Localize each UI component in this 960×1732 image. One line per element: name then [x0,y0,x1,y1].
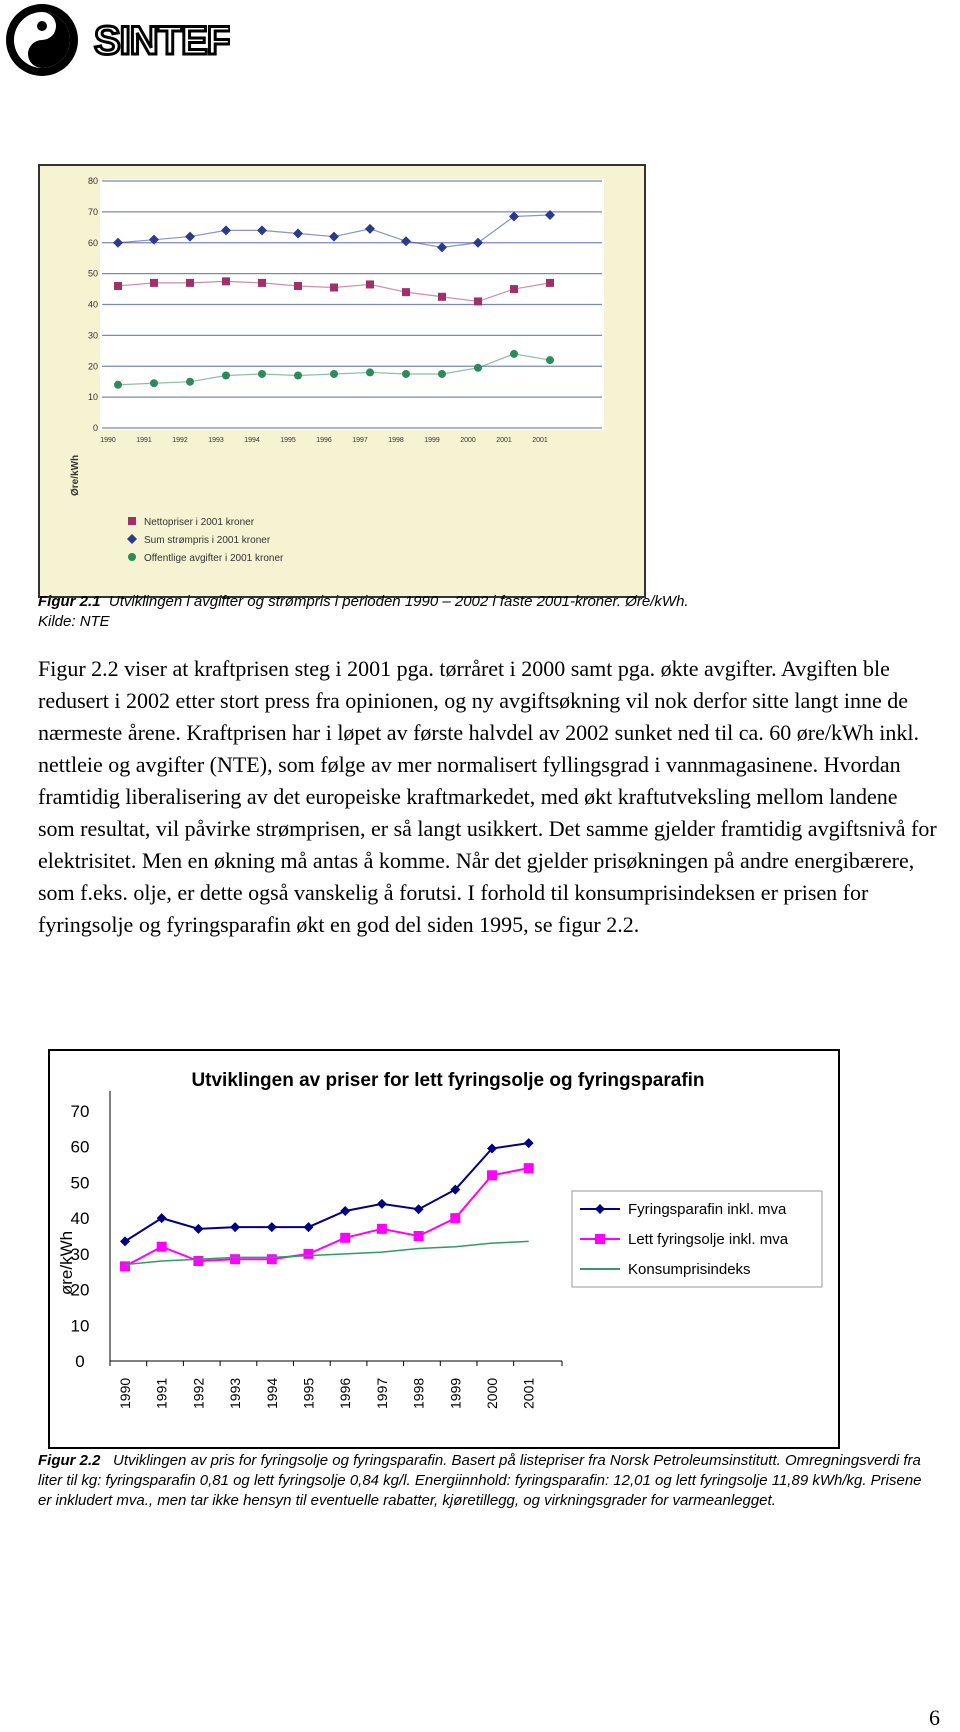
figure-1 [38,164,646,598]
data-point [474,297,482,305]
data-point [402,370,410,378]
x-tick-label: 1996 [316,437,332,444]
caption-1-label: Figur 2.1 [38,593,101,610]
data-point [510,285,518,293]
x-tick-label: 1999 [447,1377,464,1409]
legend-marker [595,1234,605,1244]
data-point [524,1163,534,1173]
data-point [120,1261,130,1271]
x-tick-label: 1994 [263,1377,280,1409]
y-tick-label: 50 [87,268,98,279]
x-tick-label: 1997 [373,1377,390,1409]
x-tick-label: 1995 [280,437,296,444]
data-point [258,279,266,287]
x-tick-label: 1996 [337,1377,354,1409]
x-tick-label: 2000 [460,437,476,444]
data-point [474,364,482,372]
data-point [150,379,158,387]
data-point [193,1256,203,1266]
y-axis-label: Øre/kWh [70,454,81,496]
figure-1-chart [40,166,644,596]
caption-1-text: Utviklingen i avgifter og strømpris i perioden 1990 – 2002 i faste 2001-kroner. Øre/kWh. [108,593,689,610]
data-point [150,279,158,287]
legend-label: Nettopriser i 2001 kroner [144,517,255,528]
data-point [330,370,338,378]
data-point [222,277,230,285]
y-axis-label: øre/kWh [57,1230,76,1296]
y-tick-label: 30 [70,1244,90,1264]
data-point [114,381,122,389]
figure-2-caption [38,1451,938,1511]
y-tick-label: 0 [75,1352,85,1371]
x-tick-label: 1991 [136,437,152,444]
data-point [546,279,554,287]
legend-label: Sum strømpris i 2001 kroner [144,535,271,546]
data-point [340,1206,350,1216]
y-tick-label: 70 [87,206,98,217]
data-point [222,372,230,380]
data-point [258,370,266,378]
legend-label: Fyringsparafin inkl. mva [628,1201,787,1218]
sintef-logo [0,0,230,82]
y-tick-label: 80 [87,176,98,186]
legend-marker [128,553,136,561]
data-point [294,372,302,380]
x-tick-label: 1993 [227,1377,244,1409]
data-point [487,1170,497,1180]
y-tick-label: 40 [87,299,98,310]
data-point [340,1233,350,1243]
data-point [510,350,518,358]
x-tick-label: 1995 [300,1377,317,1409]
data-point [186,279,194,287]
data-point [157,1213,167,1223]
data-point [157,1242,167,1252]
x-tick-label: 1999 [424,437,440,444]
x-tick-label: 1994 [244,437,260,444]
caption-2-text: Utviklingen av pris for fyringsolje og fyringsparafin. Basert på listepriser fra Norsk Petroleumsinstitutt. Omregningsverdi fra liter til kg: fyringsparafin 0,81 og lett fyringsolje 0,84 kg/l. Energiinnhold: fyringsparafin: 12,01 og lett fyringsolje 11,89 kWh/kg. Prisene er inkludert mva., men tar ikke hensyn til eventuelle rabatter, kjøretillegg, og virkningsgrader for varmeanlegget. [38,1452,922,1509]
data-point [186,378,194,386]
x-tick-label: 1998 [388,437,404,444]
data-point [524,1138,534,1148]
data-point [267,1222,277,1232]
data-point [304,1222,314,1232]
data-point [414,1231,424,1241]
legend-marker [128,517,136,525]
x-tick-label: 1993 [208,437,224,444]
data-point [120,1236,130,1246]
data-point [230,1254,240,1264]
series-line [125,1168,529,1266]
data-point [438,293,446,301]
x-tick-label: 2000 [484,1377,500,1409]
data-point [377,1199,387,1209]
chart-title: Utviklingen av priser for lett fyringsolje og fyringsparafin [191,1070,705,1091]
y-tick-label: 20 [70,1280,90,1300]
x-tick-label: 1998 [410,1377,427,1409]
x-tick-label: 2001 [496,437,512,444]
y-tick-label: 40 [70,1209,90,1229]
x-tick-label: 2001 [520,1377,537,1409]
caption-1-source: Kilde: NTE [38,613,110,630]
page-number: 6 [929,1705,940,1730]
body-paragraph: Figur 2.2 viser at kraftprisen steg i 2001 pga. tørråret i 2000 samt pga. økte avgifter. Avgiften ble redusert i 2002 etter stort press fra opinionen, og ny avgiftsøkning vil nok derfor sitte langt inne de nærmeste årene. Kraftprisen har i løpet av første halvdel av 2002 sunket ned til ca. 60 øre/kWh inkl. nettleie og avgifter (NTE), som følge av mer normalisert fyllingsgrad i vannmagasinene. Hvordan framtidig liberalisering av det europeiske kraftmarkedet, med økt kraftutveksling mellom landene som resultat, vil påvirke strømprisen, er så langt usikkert. Det samme gjelder framtidig avgiftsnivå for elektrisitet. Men en økning må antas å komme. Når det gjelder prisøkningen på andre energibærere, som f.eks. olje, er dette også vanskelig å forutsi. I forhold til konsumprisindeksen er prisen for fyringsolje og fyringsparafin økt en god del siden 1995, se figur 2.2. [38,656,937,937]
y-tick-label: 20 [87,361,98,372]
series-line [125,1143,529,1241]
y-tick-label: 70 [70,1102,90,1121]
data-point [438,370,446,378]
y-tick-label: 10 [87,392,98,403]
data-point [330,284,338,292]
figure-2 [48,1049,840,1449]
x-tick-label: 2001 [532,437,548,444]
data-point [414,1204,424,1214]
y-tick-label: 10 [70,1316,90,1336]
data-point [377,1224,387,1234]
logo-text: SINTEF [94,19,230,63]
x-tick-label: 1990 [117,1377,133,1409]
y-tick-label: 30 [87,330,98,341]
data-point [402,288,410,296]
x-tick-label: 1990 [100,437,116,444]
legend-label: Lett fyringsolje inkl. mva [628,1231,789,1248]
legend-label: Offentlige avgifter i 2001 kroner [144,553,284,564]
y-tick-label: 60 [87,237,98,248]
x-tick-label: 1992 [190,1377,207,1409]
y-tick-label: 60 [70,1137,90,1157]
data-point [304,1249,314,1259]
x-tick-label: 1997 [352,437,368,444]
data-point [450,1213,460,1223]
figure-2-chart [50,1051,838,1447]
data-point [114,282,122,290]
caption-2-label: Figur 2.2 [38,1452,101,1469]
x-tick-label: 1992 [172,437,188,444]
x-tick-label: 1991 [153,1377,170,1409]
figure-1-caption [38,592,918,632]
legend-marker [127,534,137,544]
y-tick-label: 50 [70,1173,90,1193]
legend-label: Konsumprisindeks [628,1261,751,1278]
data-point [230,1222,240,1232]
y-tick-label: 0 [92,423,98,433]
data-point [366,368,374,376]
data-point [267,1254,277,1264]
data-point [366,280,374,288]
data-point [193,1224,203,1234]
data-point [294,282,302,290]
data-point [546,356,554,364]
